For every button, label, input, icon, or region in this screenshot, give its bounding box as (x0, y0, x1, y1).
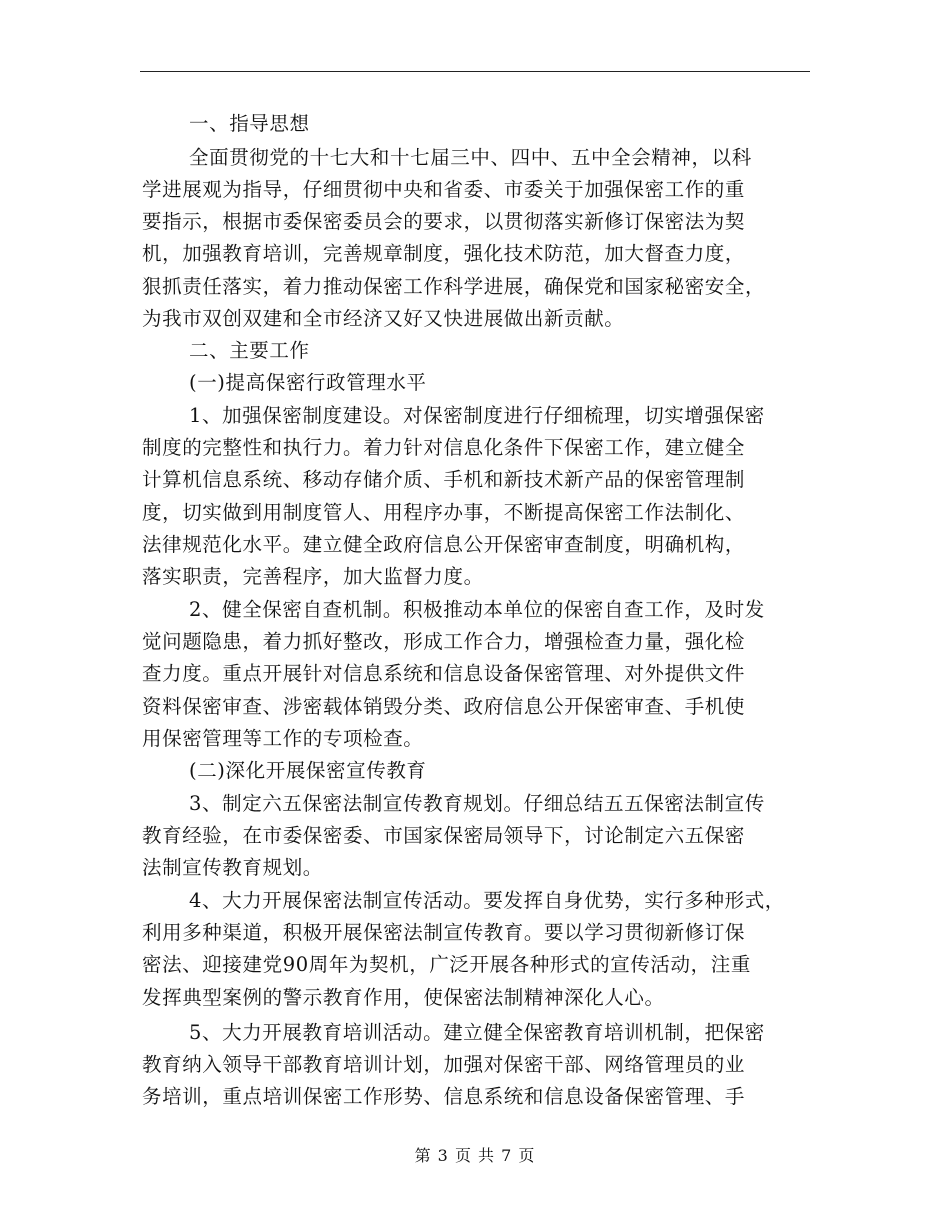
paragraph-line: 密法、迎接建党90周年为契机，广泛开展各种形式的宣传活动，注重 (142, 953, 751, 976)
paragraph-line: 资料保密审查、涉密载体销毁分类、政府信息公开保密审查、手机使 (142, 695, 746, 718)
paragraph-line: 法制宣传教育规划。 (142, 856, 323, 879)
paragraph-line: 度，切实做到用制度管人、用程序办事，不断提高保密工作法制化、 (142, 501, 746, 524)
subheading-publicity-education: (二)深化开展保密宣传教育 (189, 759, 427, 782)
paragraph-line: 为我市双创双建和全市经济又好又快进展做出新贡献。 (142, 307, 625, 330)
paragraph-line: 觉问题隐患，着力抓好整改，形成工作合力，增强检查力量，强化检 (142, 630, 746, 653)
paragraph-line: 3、制定六五保密法制宣传教育规划。仔细总结五五保密法制宣传 (189, 792, 765, 815)
header-rule (140, 71, 810, 72)
page-number-footer: 第 3 页 共 7 页 (414, 1146, 536, 1165)
paragraph-line: 要指示，根据市委保密委员会的要求，以贯彻落实新修订保密法为契 (142, 210, 746, 233)
paragraph-line: 用保密管理等工作的专项检查。 (142, 727, 424, 750)
paragraph-line: 教育纳入领导干部教育培训计划，加强对保密干部、网络管理员的业 (142, 1053, 746, 1076)
paragraph-line: 查力度。重点开展针对信息系统和信息设备保密管理、对外提供文件 (142, 662, 746, 685)
heading-guiding-thought: 一、指导思想 (189, 112, 310, 135)
paragraph-line: 发挥典型案例的警示教育作用，使保密法制精神深化人心。 (142, 986, 665, 1009)
paragraph-line: 学进展观为指导，仔细贯彻中央和省委、市委关于加强保密工作的重 (142, 178, 746, 201)
heading-main-work: 二、主要工作 (189, 339, 310, 362)
paragraph-line: 机，加强教育培训，完善规章制度，强化技术防范，加大督查力度， (142, 242, 746, 265)
paragraph-line: 2、健全保密自查机制。积极推动本单位的保密自查工作，及时发 (189, 598, 765, 621)
paragraph-line: 教育经验，在市委保密委、市国家保密局领导下，讨论制定六五保密 (142, 824, 746, 847)
paragraph-line: 4、大力开展保密法制宣传活动。要发挥自身优势，实行多种形式， (189, 889, 785, 912)
paragraph-line: 务培训，重点培训保密工作形势、信息系统和信息设备保密管理、手 (142, 1085, 746, 1108)
paragraph-line: 1、加强保密制度建设。对保密制度进行仔细梳理，切实增强保密 (189, 404, 765, 427)
subheading-admin-management: (一)提高保密行政管理水平 (189, 371, 427, 394)
paragraph-line: 全面贯彻党的十七大和十七届三中、四中、五中全会精神，以科 (189, 146, 752, 169)
paragraph-line: 利用多种渠道，积极开展保密法制宣传教育。要以学习贯彻新修订保 (142, 921, 746, 944)
paragraph-line: 法律规范化水平。建立健全政府信息公开保密审查制度，明确机构， (142, 533, 746, 556)
paragraph-line: 制度的完整性和执行力。着力针对信息化条件下保密工作，建立健全 (142, 436, 746, 459)
paragraph-line: 狠抓责任落实，着力推动保密工作科学进展，确保党和国家秘密安全， (142, 275, 766, 298)
paragraph-line: 5、大力开展教育培训活动。建立健全保密教育培训机制，把保密 (189, 1021, 765, 1044)
paragraph-line: 计算机信息系统、移动存储介质、手机和新技术新产品的保密管理制 (142, 468, 746, 491)
paragraph-line: 落实职责，完善程序，加大监督力度。 (142, 565, 484, 588)
